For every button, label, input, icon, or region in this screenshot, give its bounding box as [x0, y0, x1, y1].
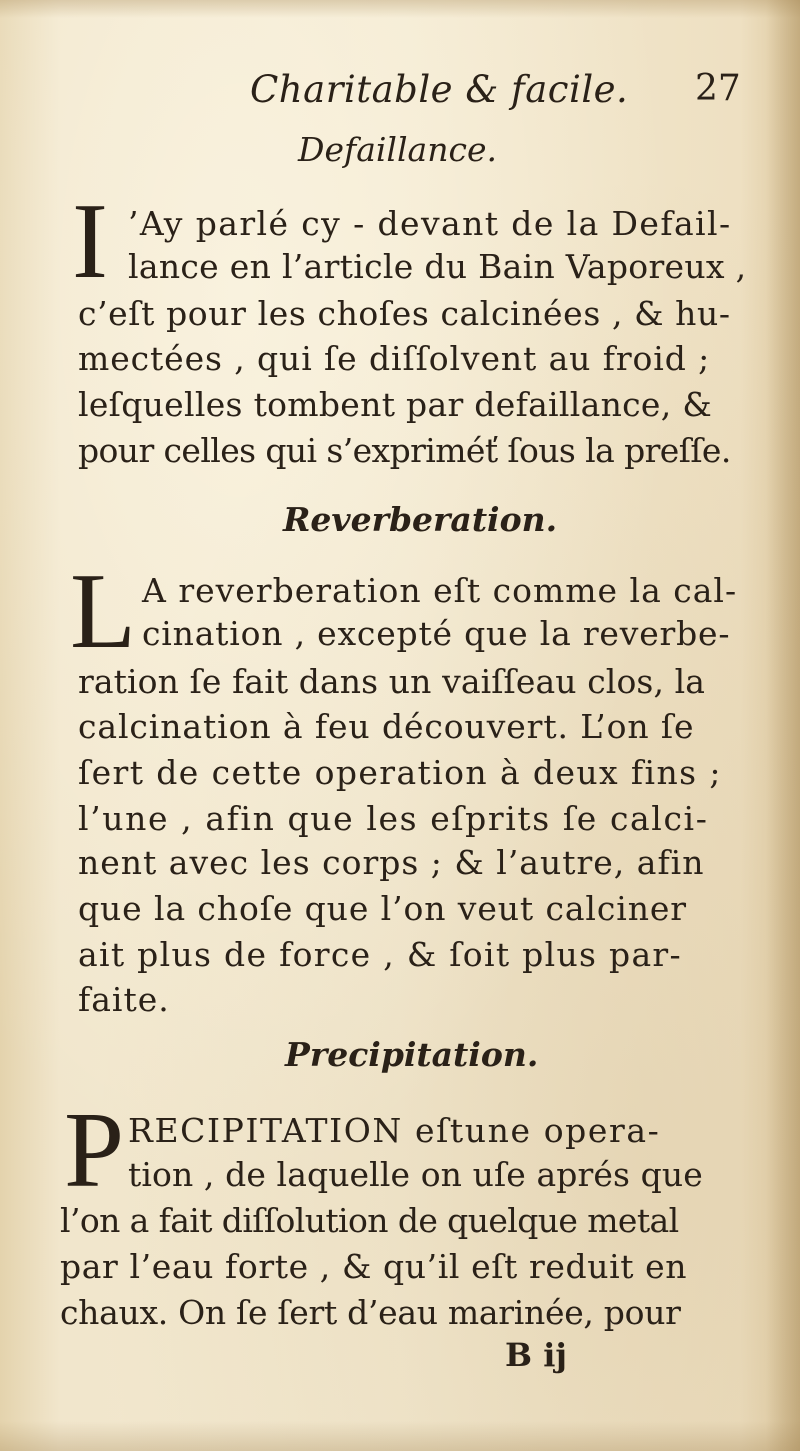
section-title: Reverberation. [283, 500, 558, 539]
text-line: calcination à feu découvert. L’on ſe [78, 707, 695, 746]
text-line: lance en l’article du Bain Vaporeux , [128, 247, 747, 286]
page-edge-bottom [0, 1421, 800, 1451]
text-line: mectées , qui ſe diſſolvent au froid ; [78, 339, 711, 378]
text-line: A reverberation eſt comme la cal- [142, 571, 738, 610]
page-edge-top [0, 0, 800, 18]
text-line: c’eſt pour les choſes calcinées , & hu- [78, 294, 731, 333]
text-line: que la choſe que l’on veut calciner [78, 889, 687, 928]
text-line: ait plus de force , & ſoit plus par- [78, 935, 682, 974]
text-line: chaux. On ſe ſert d’eau marinée, pour [60, 1293, 681, 1332]
section-title: Precipitation. [285, 1035, 539, 1074]
text-line: l’une , afin que les eſprits ſe calci- [78, 799, 709, 838]
page-header [250, 68, 750, 118]
text-line: pour celles qui s’expriméť ſous la preſſe. [78, 431, 731, 470]
text-line: RECIPITATION eſtune opera- [128, 1111, 661, 1150]
text-line: ration ſe fait dans un vaiſſeau clos, la [78, 662, 706, 701]
text-line: cination , excepté que la reverbe- [142, 614, 731, 653]
page-edge-right [766, 0, 800, 1451]
text-line: tion , de laquelle on uſe aprés que [128, 1155, 703, 1194]
section-title: Defaillance. [298, 130, 497, 169]
text-line: l’on a fait diſſolution de quelque metal [60, 1201, 679, 1240]
text-line: ſert de cette operation à deux fins ; [78, 753, 722, 792]
drop-cap: P [64, 1091, 125, 1210]
text-line: nent avec les corps ; & l’autre, afin [78, 843, 705, 882]
running-title: Charitable & facile. [250, 68, 629, 111]
text-line: leſquelles tombent par defaillance, & [78, 385, 713, 424]
drop-cap: L [70, 552, 136, 671]
page-number: 27 [695, 68, 741, 109]
drop-cap: I [72, 182, 108, 301]
text-line: par l’eau forte , & qu’il eſt reduit en [60, 1247, 688, 1286]
text-line: faite. [78, 980, 170, 1019]
signature-mark: B ij [505, 1336, 567, 1374]
text-line: ’Ay parlé cy - devant de la Defail- [128, 204, 732, 243]
